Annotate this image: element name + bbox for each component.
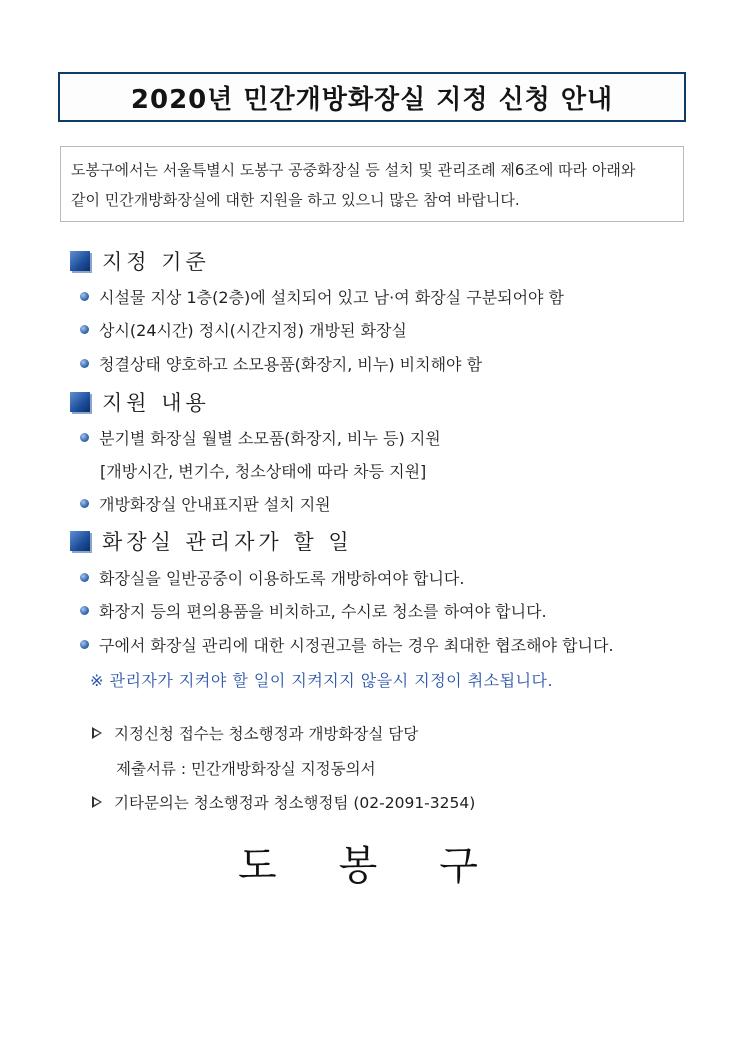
blue-dot-icon	[80, 573, 89, 582]
duties-item-text: 구에서 화장실 관리에 대한 시정권고를 하는 경우 최대한 협조해야 합니다.	[99, 636, 614, 655]
blue-square-icon	[70, 251, 90, 271]
title-box	[58, 72, 686, 122]
contact-documents: 제출서류 : 민간개방화장실 지정동의서	[116, 760, 376, 778]
blue-square-icon	[70, 531, 90, 551]
duties-item	[80, 633, 614, 656]
blue-dot-icon	[80, 325, 89, 334]
intro-box	[60, 146, 684, 222]
criteria-item	[80, 318, 407, 341]
duties-item	[80, 599, 547, 622]
org-name: 도봉구	[238, 843, 540, 889]
outline-triangle-icon	[92, 727, 102, 739]
blue-dot-icon	[80, 606, 89, 615]
blue-dot-icon	[80, 292, 89, 301]
duties-item	[80, 566, 464, 589]
blue-dot-icon	[80, 433, 89, 442]
support-sub-note: [개방시간, 변기수, 청소상태에 따라 차등 지원]	[100, 462, 427, 481]
cancellation-notice: ※ 관리자가 지켜야 할 일이 지켜지지 않을시 지정이 취소됩니다.	[90, 671, 554, 690]
criteria-item-text: 상시(24시간) 정시(시간지정) 개방된 화장실	[99, 321, 407, 340]
contact-inquiry	[92, 791, 475, 813]
support-item-text: 개방화장실 안내표지판 설치 지원	[99, 495, 331, 514]
blue-square-icon	[70, 392, 90, 412]
criteria-item-text: 시설물 지상 1층(2층)에 설치되어 있고 남·여 화장실 구분되어야 함	[99, 288, 565, 307]
support-item-text: 분기별 화장실 월별 소모품(화장지, 비누 등) 지원	[99, 429, 441, 448]
duties-item-text: 화장실을 일반공중이 이용하도록 개방하여야 합니다.	[99, 569, 465, 588]
section-duties-heading	[70, 526, 353, 556]
blue-dot-icon	[80, 640, 89, 649]
criteria-item	[80, 352, 482, 375]
section-criteria-heading	[70, 246, 210, 276]
support-item	[80, 492, 331, 515]
contact-application	[92, 722, 418, 744]
outline-triangle-icon	[92, 796, 102, 808]
page-title: 2020년 민간개방화장실 지정 신청 안내	[130, 84, 614, 115]
support-item	[80, 426, 441, 449]
contact-inquiry-text: 기타문의는 청소행정과 청소행정팀 (02-2091-3254)	[114, 794, 476, 812]
criteria-item-text: 청결상태 양호하고 소모용품(화장지, 비누) 비치해야 함	[99, 355, 483, 374]
contact-application-text: 지정신청 접수는 청소행정과 개방화장실 담당	[114, 725, 419, 743]
section-criteria-label: 지정 기준	[102, 250, 210, 274]
blue-dot-icon	[80, 359, 89, 368]
section-duties-label: 화장실 관리자가 할 일	[102, 530, 353, 554]
intro-line-1: 도봉구에서는 서울특별시 도봉구 공중화장실 등 설치 및 관리조례 제6조에 따라 아래와	[71, 161, 636, 179]
blue-dot-icon	[80, 499, 89, 508]
section-support-label: 지원 내용	[102, 391, 210, 415]
section-support-heading	[70, 387, 210, 417]
duties-item-text: 화장지 등의 편의용품을 비치하고, 수시로 청소를 하여야 합니다.	[99, 602, 547, 621]
intro-line-2: 같이 민간개방화장실에 대한 지원을 하고 있으니 많은 참여 바랍니다.	[71, 191, 520, 209]
criteria-item	[80, 285, 564, 308]
